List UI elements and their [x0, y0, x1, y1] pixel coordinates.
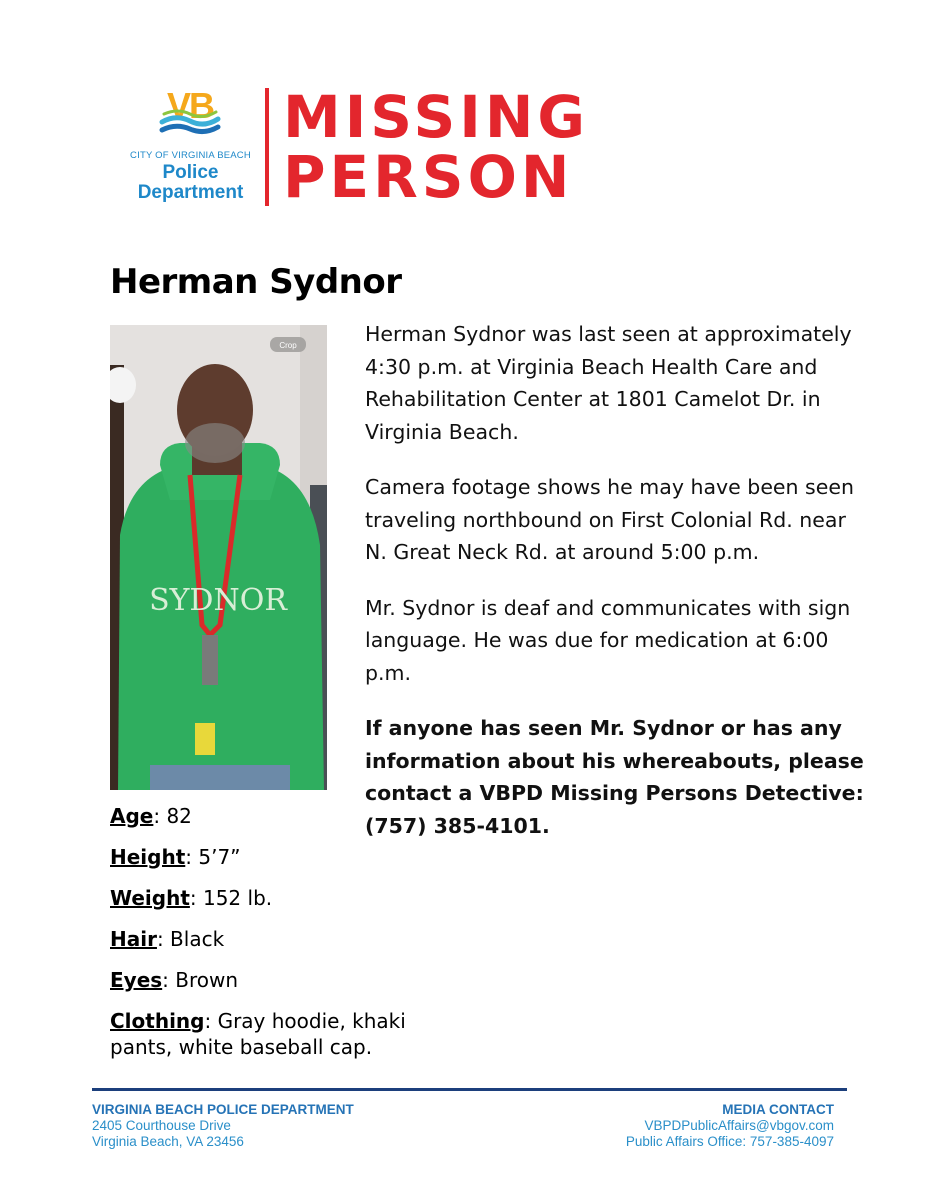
attr-age-value: : 82 [153, 804, 192, 828]
vb-letters: VB [166, 85, 213, 126]
description-contact: If anyone has seen Mr. Sydnor or has any information about his whereabouts, please contact a VBPD Missing Persons Detective: (757) 385-4101. [365, 716, 864, 838]
hoodie-text: SYDNOR [149, 583, 287, 618]
attr-height-value: : 5’7” [185, 845, 241, 869]
description-camera: Camera footage shows he may have been seen traveling northbound on First Colonial Rd. near N. Great Neck Rd. at around 5:00 p.m. [365, 475, 854, 564]
attr-age-label: Age [110, 804, 154, 828]
footer-org: VIRGINIA BEACH POLICE DEPARTMENT [92, 1102, 354, 1117]
footer-address-line1: 2405 Courthouse Drive [92, 1118, 231, 1133]
attr-height [110, 844, 410, 870]
attr-eyes [110, 967, 410, 993]
logo-city-text: CITY OF VIRGINIA BEACH [130, 150, 251, 161]
attr-eyes-label: Eyes [110, 968, 163, 992]
wave-icon [156, 85, 224, 138]
description-medical: Mr. Sydnor is deaf and communicates with sign language. He was due for medication at 6:00 p.m. [365, 595, 851, 685]
person-name: Herman Sydnor [110, 262, 402, 302]
footer-address [92, 1102, 354, 1150]
title-person: PERSON [283, 143, 574, 211]
attr-weight [110, 885, 410, 911]
attr-clothing [110, 1008, 410, 1060]
footer-media-head: MEDIA CONTACT [722, 1102, 834, 1117]
logo-department-text: Department [137, 182, 244, 203]
logo-police-text: Police [162, 162, 219, 183]
attr-eyes-value: : Brown [162, 968, 239, 992]
attr-clothing-value: : Gray hoodie, khaki pants, white baseball cap. [110, 1009, 406, 1059]
attr-hair [110, 926, 410, 952]
attr-clothing-label: Clothing [110, 1009, 205, 1033]
footer-phone: Public Affairs Office: 757-385-4097 [625, 1134, 834, 1149]
title-missing: MISSING [283, 83, 589, 151]
attr-hair-label: Hair [110, 927, 157, 951]
attr-weight-label: Weight [110, 886, 190, 910]
person-photo [110, 325, 327, 790]
footer-media-contact [626, 1102, 834, 1150]
attr-weight-value: : 152 lb. [189, 886, 273, 910]
attr-hair-value: : Black [156, 927, 225, 951]
vbpd-logo [118, 85, 263, 206]
header-divider [265, 88, 269, 206]
footer-divider [92, 1088, 847, 1091]
description [365, 318, 865, 865]
description-last-seen: Herman Sydnor was last seen at approximately 4:30 p.m. at Virginia Beach Health Care and Rehabilitation Center at 1801 Camelot Dr. in Virginia Beach. [365, 322, 852, 444]
attr-height-label: Height [110, 845, 186, 869]
attr-age [110, 803, 410, 829]
footer-address-line2: Virginia Beach, VA 23456 [92, 1134, 244, 1149]
attributes [110, 803, 410, 1075]
vb-mark [156, 85, 224, 138]
crop-label: Crop [279, 341, 297, 350]
footer-email-link[interactable]: VBPDPublicAffairs@vbgov.com [644, 1118, 834, 1133]
